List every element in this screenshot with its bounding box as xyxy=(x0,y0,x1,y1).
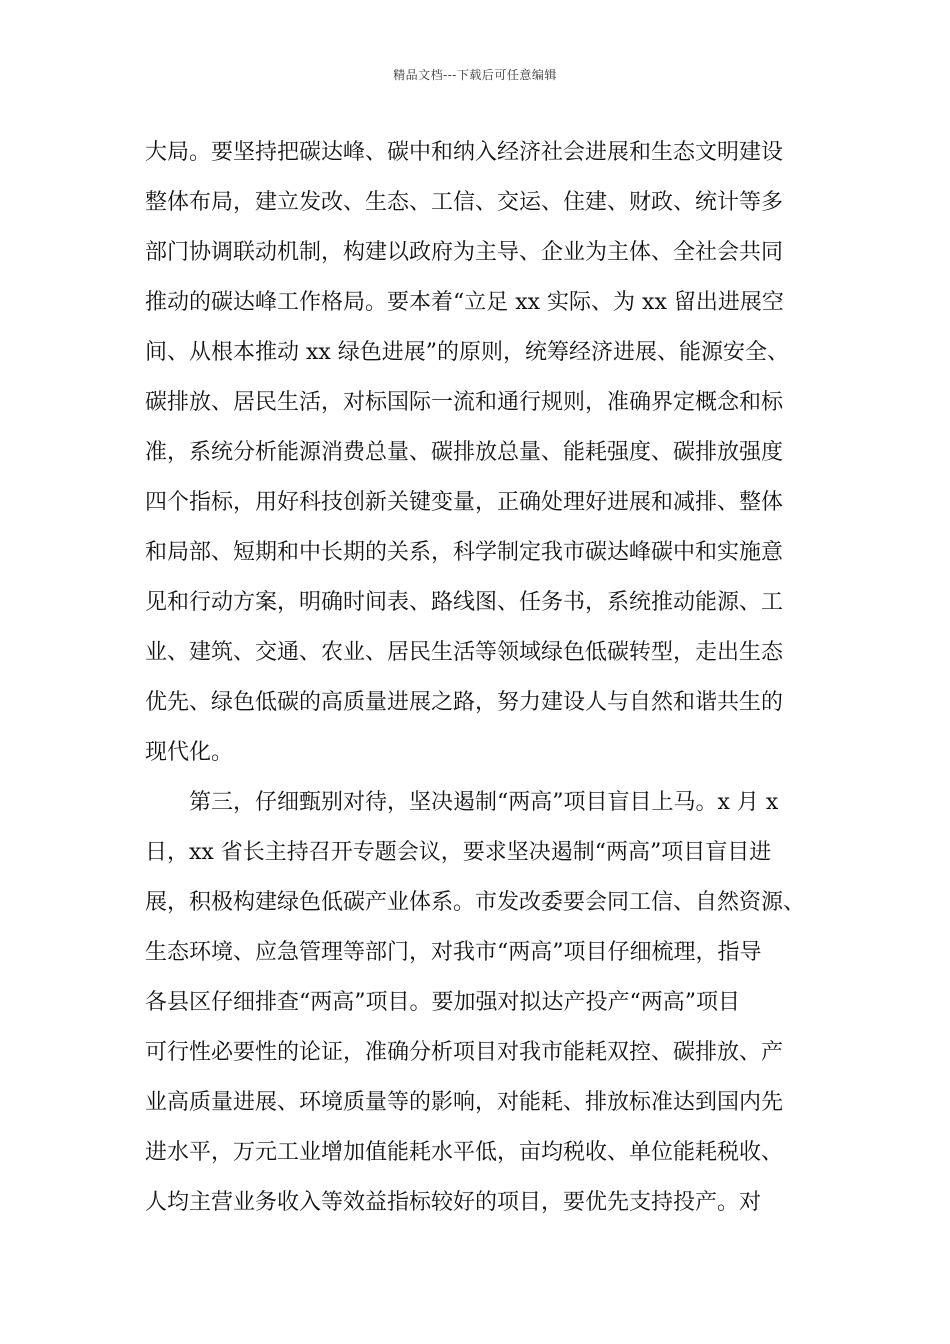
text-line: 推动的碳达峰工作格局。要本着“立足 xx 实际、为 xx 留出进展空 xyxy=(145,290,784,315)
text-line: 见和行动方案，明确时间表、路线图、任务书，系统推动能源、工 xyxy=(145,590,784,615)
text-line: 日，xx 省长主持召开专题会议，要求坚决遏制“两高”项目盲目进 xyxy=(145,840,772,865)
text-line: 准，系统分析能源消费总量、碳排放总量、能耗强度、碳排放强度 xyxy=(145,440,784,465)
text-line: 现代化。 xyxy=(145,740,234,765)
text-line: 业高质量进展、环境质量等的影响，对能耗、排放标准达到国内先 xyxy=(145,1090,784,1115)
text-line: 各县区仔细排查“两高”项目。要加强对拟达产投产“两高”项目 xyxy=(145,990,740,1015)
text-line: 间、从根本推动 xx 绿色进展”的原则，统筹经济进展、能源安全、 xyxy=(145,340,790,365)
text-line: 业、建筑、交通、农业、居民生活等领域绿色低碳转型，走出生态 xyxy=(145,640,784,665)
page-header: 精品文档---下载后可任意编辑 xyxy=(393,68,557,82)
text-line: 生态环境、应急管理等部门，对我市“两高”项目仔细梳理，指导 xyxy=(145,940,762,965)
text-line: 四个指标，用好科技创新关键变量，正确处理好进展和减排、整体 xyxy=(145,490,784,515)
text-line: 和局部、短期和中长期的关系，科学制定我市碳达峰碳中和实施意 xyxy=(145,540,784,565)
text-line: 大局。要坚持把碳达峰、碳中和纳入经济社会进展和生态文明建设 xyxy=(145,140,784,165)
text-line: 可行性必要性的论证，准确分析项目对我市能耗双控、碳排放、产 xyxy=(145,1040,784,1065)
text-line: 整体布局，建立发改、生态、工信、交运、住建、财政、统计等多 xyxy=(145,190,784,215)
text-line: 人均主营业务收入等效益指标较好的项目，要优先支持投产。对 xyxy=(145,1190,762,1215)
text-line: 优先、绿色低碳的高质量进展之路，努力建设人与自然和谐共生的 xyxy=(145,690,784,715)
paragraph-first-line: 第三，仔细甄别对待，坚决遏制“两高”项目盲目上马。x 月 x xyxy=(189,790,779,815)
text-line: 部门协调联动机制，构建以政府为主导、企业为主体、全社会共同 xyxy=(145,240,784,265)
text-line: 碳排放、居民生活，对标国际一流和通行规则，准确界定概念和标 xyxy=(145,390,784,415)
text-line: 进水平，万元工业增加值能耗水平低，亩均税收、单位能耗税收、 xyxy=(145,1140,784,1165)
document-body xyxy=(145,128,825,1228)
text-line: 展，积极构建绿色低碳产业体系。市发改委要会同工信、自然资源、 xyxy=(145,890,806,915)
